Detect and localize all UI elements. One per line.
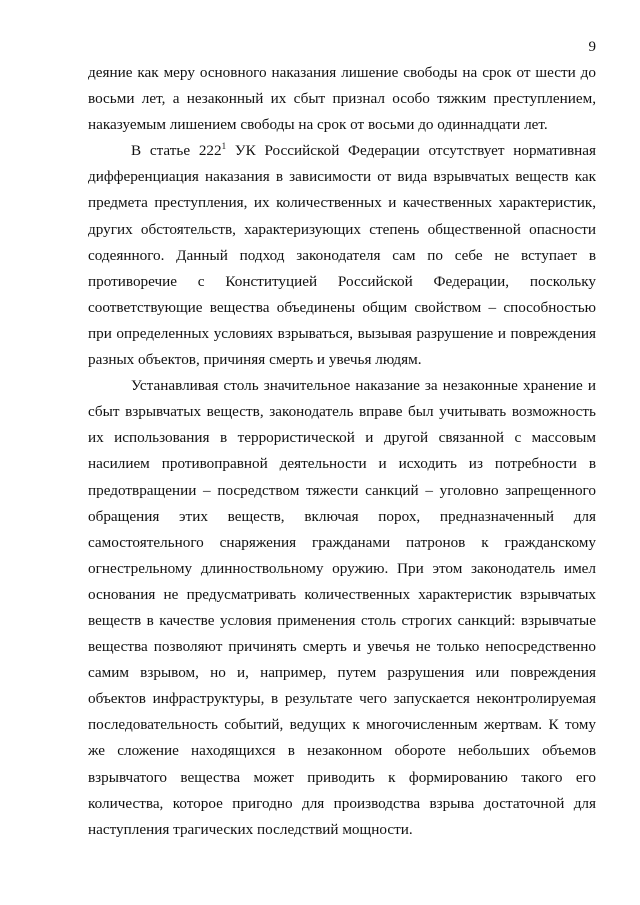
text-line: других обстоятельств, характеризующих степень общественной опасности [88, 220, 596, 238]
paragraph-1 [88, 60, 596, 138]
text-line: объектов инфраструктуры, в результате чего запускается неконтролируемая [88, 690, 596, 708]
document-body [88, 60, 596, 843]
page-number: 9 [588, 39, 596, 55]
text-line: предотвращении – посредством тяжести санкций – уголовно запрещенного [88, 481, 596, 499]
text-line: Устанавливая столь значительное наказание за незаконные хранение и [131, 377, 596, 395]
text-fragment: УК Российской Федерации отсутствует нормативная [226, 142, 596, 160]
text-line: предмета преступления, их количественных и качественных характеристик, [88, 194, 596, 212]
text-line: основания не предусматривать количественных характеристик взрывчатых [88, 585, 596, 603]
paragraph-2 [88, 138, 596, 373]
text-line: количества, которое пригодно для производства взрыва достаточной для [88, 794, 596, 812]
text-line: сбыт взрывчатых веществ, законодатель вправе был учитывать возможность [88, 403, 596, 421]
text-fragment: В статье 222 [131, 142, 222, 160]
text-line: при определенных условиях взрываться, вызывая разрушение и повреждения [88, 324, 596, 342]
text-line: последовательность событий, ведущих к многочисленным жертвам. К тому [88, 716, 596, 734]
superscript: 1 [221, 141, 227, 152]
text-line: самостоятельного снаряжения гражданами патронов к гражданскому [88, 533, 596, 551]
text-line: вещества позволяют причинять смерть и увечья не только непосредственно [88, 638, 596, 656]
text-line: насилием противоправной деятельности и исходить из потребности в [88, 455, 596, 473]
text-line: наступления трагических последствий мощности. [88, 820, 413, 838]
text-line: разных объектов, причиняя смерть и увечья людям. [88, 351, 422, 369]
text-line: деяние как меру основного наказания лишение свободы на срок от шести до [88, 64, 596, 81]
text-line: огнестрельному длинноствольному оружию. При этом законодатель имел [88, 559, 596, 577]
text-line: обращения этих веществ, включая порох, предназначенный для [88, 507, 596, 525]
text-line: их использования в террористической и другой связанной с массовым [88, 429, 596, 447]
text-line: дифференциация наказания в зависимости от вида взрывчатых веществ как [88, 168, 596, 186]
paragraph-3 [88, 373, 596, 843]
text-line: восьми лет, а незаконный их сбыт признал особо тяжким преступлением, [88, 90, 596, 108]
text-line: содеянного. Данный подход законодателя сам по себе не вступает в [88, 246, 596, 264]
text-line: взрывчатого вещества может приводить к формированию такого его [88, 768, 596, 786]
text-line: самим взрывом, но и, например, путем разрушения или повреждения [88, 664, 596, 682]
text-line: противоречие с Конституцией Российской Федерации, поскольку [88, 272, 596, 290]
text-line: же сложение находящихся в незаконном обороте небольших объемов [88, 742, 596, 760]
text-line [88, 138, 596, 164]
text-line: соответствующие вещества объединены общим свойством – способностью [88, 298, 596, 316]
text-line: наказуемым лишением свободы на срок от восьми до одиннадцати лет. [88, 116, 548, 134]
text-line: веществ в качестве условия применения столь строгих санкций: взрывчатые [88, 611, 596, 629]
